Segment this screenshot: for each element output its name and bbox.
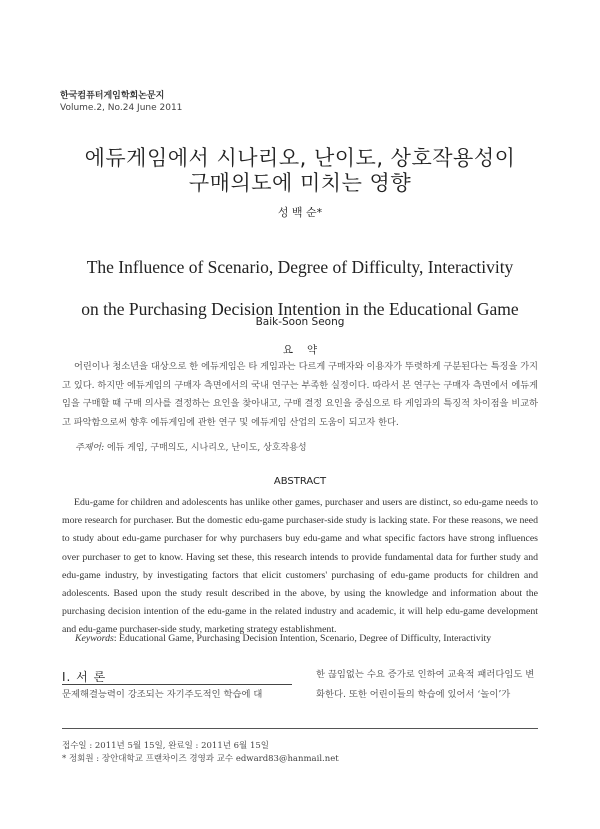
english-keywords-list: : Educational Game, Purchasing Decision Intention, Scenario, Degree of Difficulty, Interactivity xyxy=(113,633,492,644)
english-title-line-2: on the Purchasing Decision Intention in the Educational Game xyxy=(81,299,519,319)
section-heading-introduction: Ⅰ. 서 론 xyxy=(62,670,107,684)
korean-abstract-heading: 요약 xyxy=(282,344,332,356)
korean-title xyxy=(0,146,600,196)
korean-keywords xyxy=(75,440,307,453)
journal-header xyxy=(60,90,182,114)
english-keywords-label: Keywords xyxy=(75,633,114,644)
english-author: Baik-Soon Seong xyxy=(255,316,345,328)
korean-abstract-text: 어린이나 청소년을 대상으로 한 에듀게임은 타 게임과는 다르게 구매자와 이용자가 뚜렷하게 구분된다는 특징을 가지고 있다. 하지만 에듀게임의 구매자 측면에서의 국내 연구는 부족한 실정이다. 따라서 본 연구는 구매자 측면에서 에듀게임을 구매할 때 구매 의사를 결정하는 요인을 찾아내고, 구매 결정 요인을 중심으로 타 게임과의 특징적 차이점을 비교하고 파악함으로써 향후 에듀게임에 관한 연구 및 에듀게임 산업의 도움이 되고자 한다. xyxy=(62,361,538,428)
english-title-line-1: The Influence of Scenario, Degree of Difficulty, Interactivity xyxy=(86,257,514,277)
footnote-dates: 접수일 : 2011년 5월 15일, 완료일 : 2011년 6월 15일 xyxy=(62,741,269,751)
footnote-author-affiliation: * 정회원 : 장안대학교 프랜차이즈 경영과 교수 edward83@hanmail.net xyxy=(62,754,339,764)
english-keywords xyxy=(75,633,491,644)
journal-name: 한국컴퓨터게임학회논문지 xyxy=(60,91,165,101)
journal-volume: Volume.2, No.24 June 2011 xyxy=(60,103,183,113)
footnote-divider xyxy=(62,728,538,729)
english-abstract-text: Edu-game for children and adolescents has unlike other games, purchaser and users are distinct, so edu-game needs to more research for purchaser. But the domestic edu-game purchaser-side study is lacking state. For these reasons, we need to study about edu-game purchaser for why purchasers buy edu-game and what specific factors have strong influences over purchaser to get to know. Having set these, this research intends to provide fundamental data for further study and edu-game industry, by investigating factors that elicit customers' purchasing of edu-game products for children and adolescents. Based upon the study result described in the above, by using the knowledge and information about the purchasing decision intention of the edu-game in the related industry and academic, it will help edu-game development and edu-game purchaser-side study, marketing strategy establishment. xyxy=(62,497,538,636)
body-column-right: 한 끊임없는 수요 증가로 인하여 교육적 패러다임도 변화한다. 또한 어린이들의 학습에 있어서 ‘놀이’가 xyxy=(316,669,535,700)
korean-keywords-list: 에듀 게임, 구매의도, 시나리오, 난이도, 상호작용성 xyxy=(104,443,307,453)
footnotes xyxy=(62,740,339,766)
korean-keywords-label: 주제어: xyxy=(75,443,105,453)
korean-title-line-1: 에듀게임에서 시나리오, 난이도, 상호작용성이 xyxy=(84,146,516,170)
korean-author: 성 백 순* xyxy=(277,206,323,219)
body-column-left: 문제해결능력이 강조되는 자기주도적인 학습에 대 xyxy=(62,689,263,700)
korean-title-line-2: 구매의도에 미치는 영향 xyxy=(188,171,412,195)
english-abstract-heading: ABSTRACT xyxy=(273,476,327,487)
